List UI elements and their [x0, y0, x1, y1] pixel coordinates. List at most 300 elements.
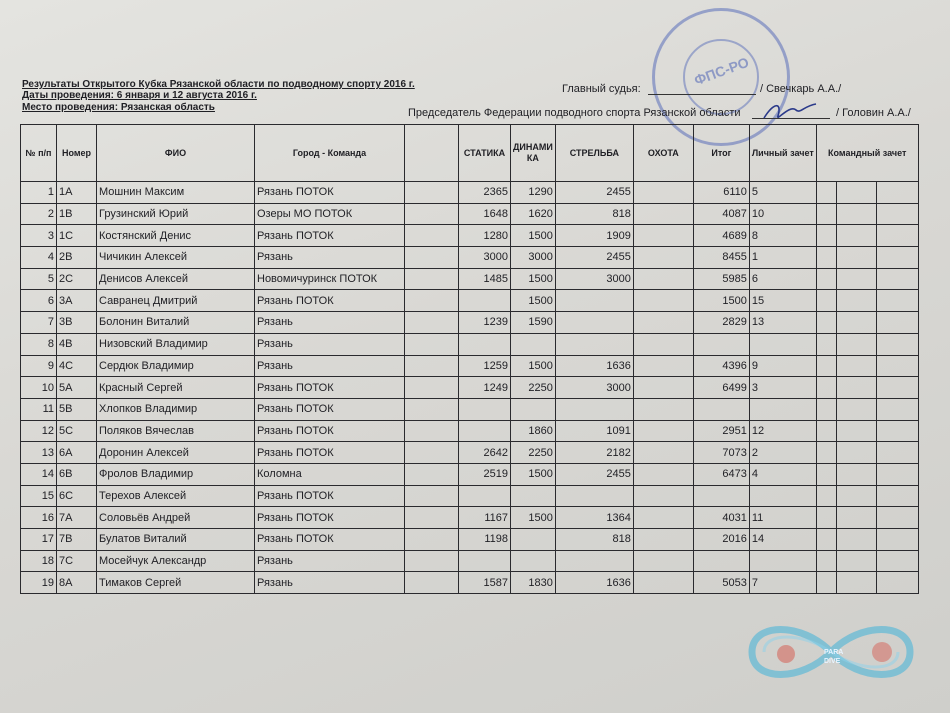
cell-dinamika: 1500 [511, 355, 556, 377]
cell-itog: 8455 [693, 247, 749, 269]
cell-place: 9 [749, 355, 816, 377]
cell-n: 8 [21, 333, 57, 355]
cell-team-b [836, 312, 876, 334]
cell-ohota [633, 182, 693, 204]
cell-strelba [555, 550, 633, 572]
cell-itog: 4396 [693, 355, 749, 377]
cell-num: 5C [57, 420, 97, 442]
cell-num: 6A [57, 442, 97, 464]
cell-n: 3 [21, 225, 57, 247]
cell-place: 4 [749, 463, 816, 485]
cell-name: Грузинский Юрий [97, 203, 255, 225]
cell-blank [405, 572, 459, 594]
cell-ohota [633, 398, 693, 420]
cell-itog [693, 550, 749, 572]
cell-strelba: 2455 [555, 247, 633, 269]
cell-team-c [876, 268, 918, 290]
cell-num: 6B [57, 463, 97, 485]
cell-statika: 3000 [459, 247, 511, 269]
watermark-text: PARA DIVE [824, 649, 844, 665]
cell-team-b [836, 203, 876, 225]
cell-name: Сердюк Владимир [97, 355, 255, 377]
cell-strelba: 2455 [555, 182, 633, 204]
cell-city: Рязань ПОТОК [255, 420, 405, 442]
cell-blank [405, 355, 459, 377]
results-table [20, 124, 919, 594]
cell-itog: 2951 [693, 420, 749, 442]
cell-team-b [836, 182, 876, 204]
cell-itog: 6473 [693, 463, 749, 485]
cell-num: 7C [57, 550, 97, 572]
cell-statika: 1587 [459, 572, 511, 594]
cell-n: 12 [21, 420, 57, 442]
cell-team-b [836, 290, 876, 312]
cell-itog: 4031 [693, 507, 749, 529]
cell-team-c [876, 247, 918, 269]
cell-team-c [876, 463, 918, 485]
cell-team-a [816, 290, 836, 312]
cell-strelba: 3000 [555, 268, 633, 290]
cell-blank [405, 398, 459, 420]
cell-ohota [633, 247, 693, 269]
col-header-blank [405, 125, 459, 182]
cell-dinamika: 1830 [511, 572, 556, 594]
cell-n: 9 [21, 355, 57, 377]
cell-name: Денисов Алексей [97, 268, 255, 290]
cell-n: 16 [21, 507, 57, 529]
cell-team-b [836, 507, 876, 529]
cell-name: Низовский Владимир [97, 333, 255, 355]
cell-num: 8A [57, 572, 97, 594]
table-row [21, 442, 919, 464]
cell-n: 4 [21, 247, 57, 269]
cell-dinamika [511, 529, 556, 551]
cell-name: Чичикин Алексей [97, 247, 255, 269]
cell-team-a [816, 203, 836, 225]
cell-team-a [816, 355, 836, 377]
cell-place: 3 [749, 377, 816, 399]
cell-team-b [836, 485, 876, 507]
cell-ohota [633, 463, 693, 485]
cell-strelba: 1636 [555, 572, 633, 594]
cell-place: 13 [749, 312, 816, 334]
cell-name: Савранец Дмитрий [97, 290, 255, 312]
col-header-strelba: СТРЕЛЬБА [555, 125, 633, 182]
cell-name: Хлопков Владимир [97, 398, 255, 420]
cell-name: Красный Сергей [97, 377, 255, 399]
cell-city: Рязань ПОТОК [255, 225, 405, 247]
cell-itog: 5985 [693, 268, 749, 290]
cell-team-b [836, 572, 876, 594]
cell-statika [459, 550, 511, 572]
cell-team-c [876, 377, 918, 399]
cell-name: Фролов Владимир [97, 463, 255, 485]
cell-name: Тимаков Сергей [97, 572, 255, 594]
cell-team-a [816, 507, 836, 529]
cell-name: Болонин Виталий [97, 312, 255, 334]
col-header-statika: СТАТИКА [459, 125, 511, 182]
cell-dinamika: 1500 [511, 225, 556, 247]
cell-blank [405, 529, 459, 551]
cell-statika: 1198 [459, 529, 511, 551]
cell-statika: 2365 [459, 182, 511, 204]
cell-city: Новомичуринск ПОТОК [255, 268, 405, 290]
cell-team-c [876, 333, 918, 355]
cell-num: 7A [57, 507, 97, 529]
cell-city: Рязань ПОТОК [255, 442, 405, 464]
cell-strelba: 2455 [555, 463, 633, 485]
chair-label: Председатель Федерации подводного спорта Рязанской области [408, 107, 741, 119]
cell-strelba [555, 398, 633, 420]
cell-place: 14 [749, 529, 816, 551]
cell-n: 11 [21, 398, 57, 420]
chair-name: / Головин А.А./ [836, 107, 911, 119]
cell-city: Рязань ПОТОК [255, 398, 405, 420]
cell-dinamika: 1500 [511, 507, 556, 529]
cell-n: 18 [21, 550, 57, 572]
cell-strelba: 3000 [555, 377, 633, 399]
cell-team-b [836, 550, 876, 572]
cell-team-c [876, 550, 918, 572]
cell-itog [693, 333, 749, 355]
cell-strelba: 818 [555, 203, 633, 225]
document-title: Результаты Открытого Кубка Рязанской области по подводному спорту 2016 г. [22, 79, 415, 90]
table-row [21, 463, 919, 485]
cell-team-a [816, 312, 836, 334]
cell-name: Мосейчук Александр [97, 550, 255, 572]
cell-statika [459, 398, 511, 420]
cell-itog: 5053 [693, 572, 749, 594]
cell-strelba: 818 [555, 529, 633, 551]
cell-team-c [876, 529, 918, 551]
cell-statika [459, 290, 511, 312]
cell-team-c [876, 572, 918, 594]
cell-ohota [633, 268, 693, 290]
cell-statika: 1648 [459, 203, 511, 225]
cell-n: 7 [21, 312, 57, 334]
table-row [21, 333, 919, 355]
cell-ohota [633, 225, 693, 247]
cell-num: 7B [57, 529, 97, 551]
cell-blank [405, 420, 459, 442]
cell-city: Рязань [255, 572, 405, 594]
table-row [21, 485, 919, 507]
cell-team-c [876, 355, 918, 377]
table-row [21, 507, 919, 529]
cell-city: Рязань [255, 550, 405, 572]
cell-team-a [816, 247, 836, 269]
cell-blank [405, 203, 459, 225]
cell-team-c [876, 312, 918, 334]
cell-statika: 1280 [459, 225, 511, 247]
table-row [21, 268, 919, 290]
col-header-team: Командный зачет [816, 125, 918, 182]
cell-n: 5 [21, 268, 57, 290]
cell-team-a [816, 442, 836, 464]
cell-team-b [836, 225, 876, 247]
col-header-dinamika: ДИНАМИ КА [511, 125, 556, 182]
cell-statika [459, 485, 511, 507]
cell-dinamika: 3000 [511, 247, 556, 269]
cell-statika: 1485 [459, 268, 511, 290]
cell-city: Коломна [255, 463, 405, 485]
judge-name: / Свечкарь А.А./ [760, 83, 842, 95]
cell-team-b [836, 247, 876, 269]
cell-place: 7 [749, 572, 816, 594]
cell-city: Рязань ПОТОК [255, 377, 405, 399]
cell-place [749, 333, 816, 355]
table-header-row [21, 125, 919, 182]
cell-team-c [876, 225, 918, 247]
cell-city: Озеры МО ПОТОК [255, 203, 405, 225]
cell-itog: 1500 [693, 290, 749, 312]
cell-ohota [633, 377, 693, 399]
cell-statika: 2519 [459, 463, 511, 485]
stamp-text: ФПС-РО [691, 53, 751, 89]
col-header-city: Город - Команда [255, 125, 405, 182]
cell-dinamika: 1500 [511, 290, 556, 312]
cell-city: Рязань ПОТОК [255, 529, 405, 551]
cell-name: Терехов Алексей [97, 485, 255, 507]
table-body [21, 182, 919, 594]
cell-team-c [876, 398, 918, 420]
table-row [21, 572, 919, 594]
cell-place: 10 [749, 203, 816, 225]
cell-place: 5 [749, 182, 816, 204]
cell-dinamika [511, 398, 556, 420]
cell-city: Рязань ПОТОК [255, 290, 405, 312]
cell-city: Рязань [255, 355, 405, 377]
cell-n: 15 [21, 485, 57, 507]
cell-blank [405, 247, 459, 269]
cell-itog [693, 398, 749, 420]
col-header-num: Номер [57, 125, 97, 182]
cell-ohota [633, 290, 693, 312]
cell-strelba [555, 312, 633, 334]
cell-dinamika [511, 550, 556, 572]
cell-place: 12 [749, 420, 816, 442]
cell-dinamika: 2250 [511, 442, 556, 464]
cell-team-b [836, 333, 876, 355]
cell-place [749, 485, 816, 507]
cell-team-a [816, 485, 836, 507]
cell-statika: 1259 [459, 355, 511, 377]
cell-team-c [876, 485, 918, 507]
judge-label: Главный судья: [562, 83, 641, 95]
cell-team-c [876, 507, 918, 529]
cell-place: 11 [749, 507, 816, 529]
cell-n: 17 [21, 529, 57, 551]
cell-itog: 4087 [693, 203, 749, 225]
cell-blank [405, 290, 459, 312]
table-row [21, 550, 919, 572]
table-row [21, 312, 919, 334]
cell-strelba: 1636 [555, 355, 633, 377]
cell-itog: 7073 [693, 442, 749, 464]
cell-itog: 4689 [693, 225, 749, 247]
cell-dinamika [511, 485, 556, 507]
cell-blank [405, 182, 459, 204]
col-header-ohota: ОХОТА [633, 125, 693, 182]
cell-blank [405, 225, 459, 247]
cell-team-a [816, 420, 836, 442]
cell-city: Рязань ПОТОК [255, 507, 405, 529]
cell-strelba [555, 290, 633, 312]
cell-team-b [836, 355, 876, 377]
cell-strelba [555, 333, 633, 355]
cell-statika: 1167 [459, 507, 511, 529]
cell-num: 6C [57, 485, 97, 507]
cell-blank [405, 333, 459, 355]
cell-statika [459, 420, 511, 442]
cell-place: 2 [749, 442, 816, 464]
cell-team-a [816, 182, 836, 204]
cell-num: 3A [57, 290, 97, 312]
cell-team-c [876, 442, 918, 464]
cell-statika: 1249 [459, 377, 511, 399]
cell-team-a [816, 572, 836, 594]
cell-city: Рязань ПОТОК [255, 182, 405, 204]
cell-team-b [836, 398, 876, 420]
cell-team-a [816, 268, 836, 290]
table-row [21, 290, 919, 312]
table-row [21, 420, 919, 442]
cell-itog: 2829 [693, 312, 749, 334]
cell-strelba: 1909 [555, 225, 633, 247]
cell-num: 4B [57, 333, 97, 355]
cell-team-b [836, 529, 876, 551]
cell-ohota [633, 485, 693, 507]
cell-city: Рязань ПОТОК [255, 485, 405, 507]
cell-team-b [836, 442, 876, 464]
cell-itog [693, 485, 749, 507]
cell-team-a [816, 529, 836, 551]
judge-signature-line [648, 94, 756, 95]
cell-name: Соловьёв Андрей [97, 507, 255, 529]
cell-name: Доронин Алексей [97, 442, 255, 464]
cell-ohota [633, 355, 693, 377]
cell-dinamika: 2250 [511, 377, 556, 399]
table-row [21, 529, 919, 551]
cell-num: 1C [57, 225, 97, 247]
cell-blank [405, 377, 459, 399]
table-row [21, 182, 919, 204]
cell-itog: 6499 [693, 377, 749, 399]
cell-blank [405, 442, 459, 464]
cell-ohota [633, 203, 693, 225]
cell-statika: 2642 [459, 442, 511, 464]
cell-ohota [633, 442, 693, 464]
cell-dinamika [511, 333, 556, 355]
cell-city: Рязань [255, 333, 405, 355]
cell-num: 1B [57, 203, 97, 225]
table-row [21, 203, 919, 225]
cell-place [749, 398, 816, 420]
cell-num: 4C [57, 355, 97, 377]
cell-place: 15 [749, 290, 816, 312]
cell-dinamika: 1290 [511, 182, 556, 204]
col-header-name: ФИО [97, 125, 255, 182]
col-header-n: № п/п [21, 125, 57, 182]
cell-team-b [836, 420, 876, 442]
cell-statika [459, 333, 511, 355]
cell-team-a [816, 550, 836, 572]
signature-scribble [760, 98, 820, 124]
cell-name: Поляков Вячеслав [97, 420, 255, 442]
cell-num: 3B [57, 312, 97, 334]
cell-team-a [816, 377, 836, 399]
cell-itog: 6110 [693, 182, 749, 204]
table-row [21, 247, 919, 269]
cell-city: Рязань [255, 247, 405, 269]
col-header-itog: Итог [693, 125, 749, 182]
cell-team-b [836, 268, 876, 290]
cell-blank [405, 550, 459, 572]
cell-dinamika: 1500 [511, 268, 556, 290]
cell-dinamika: 1620 [511, 203, 556, 225]
cell-strelba: 1364 [555, 507, 633, 529]
cell-strelba: 2182 [555, 442, 633, 464]
cell-team-a [816, 463, 836, 485]
cell-n: 13 [21, 442, 57, 464]
cell-num: 2C [57, 268, 97, 290]
table-row [21, 225, 919, 247]
cell-dinamika: 1860 [511, 420, 556, 442]
cell-ohota [633, 333, 693, 355]
cell-name: Мошнин Максим [97, 182, 255, 204]
col-header-personal: Личный зачет [749, 125, 816, 182]
cell-ohota [633, 420, 693, 442]
cell-team-a [816, 333, 836, 355]
cell-n: 19 [21, 572, 57, 594]
table-row [21, 377, 919, 399]
cell-itog: 2016 [693, 529, 749, 551]
cell-statika: 1239 [459, 312, 511, 334]
cell-dinamika: 1590 [511, 312, 556, 334]
cell-strelba [555, 485, 633, 507]
cell-blank [405, 463, 459, 485]
cell-team-c [876, 182, 918, 204]
cell-place [749, 550, 816, 572]
cell-blank [405, 312, 459, 334]
cell-n: 10 [21, 377, 57, 399]
cell-ohota [633, 550, 693, 572]
cell-ohota [633, 312, 693, 334]
cell-dinamika: 1500 [511, 463, 556, 485]
table-row [21, 355, 919, 377]
cell-n: 1 [21, 182, 57, 204]
cell-city: Рязань [255, 312, 405, 334]
cell-team-a [816, 225, 836, 247]
cell-team-c [876, 203, 918, 225]
cell-ohota [633, 572, 693, 594]
cell-team-c [876, 290, 918, 312]
cell-place: 8 [749, 225, 816, 247]
cell-place: 1 [749, 247, 816, 269]
cell-name: Костянский Денис [97, 225, 255, 247]
document-dates: Даты проведения: 6 января и 12 августа 2016 г. [22, 90, 257, 101]
cell-blank [405, 268, 459, 290]
cell-ohota [633, 529, 693, 551]
cell-n: 14 [21, 463, 57, 485]
cell-place: 6 [749, 268, 816, 290]
cell-name: Булатов Виталий [97, 529, 255, 551]
cell-num: 2B [57, 247, 97, 269]
cell-blank [405, 507, 459, 529]
cell-n: 6 [21, 290, 57, 312]
cell-ohota [633, 507, 693, 529]
cell-strelba: 1091 [555, 420, 633, 442]
